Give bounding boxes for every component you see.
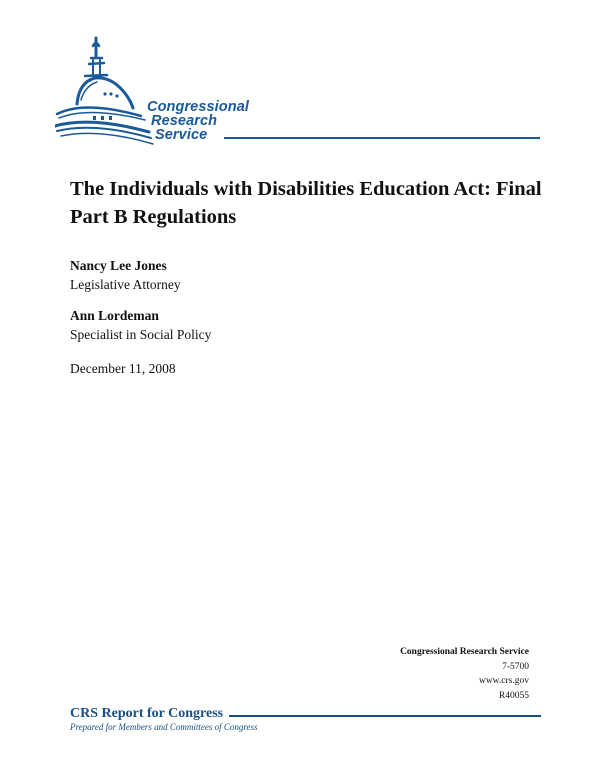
header-divider: [224, 137, 540, 139]
author-entry: [70, 256, 211, 294]
report-metadata: [400, 645, 529, 703]
footer-title: CRS Report for Congress: [70, 706, 224, 721]
author-name: Ann Lordeman: [70, 308, 159, 323]
author-name: Nancy Lee Jones: [70, 258, 167, 273]
author-list: [70, 256, 211, 356]
capitol-dome-icon: [55, 34, 155, 146]
author-role: Legislative Attorney: [70, 277, 181, 292]
report-date: December 11, 2008: [70, 361, 176, 376]
website-link[interactable]: www.crs.gov: [478, 676, 529, 686]
report-phone-code: 7-5700: [502, 661, 529, 672]
logo-line-3: Service: [155, 127, 208, 143]
logo-line-1: Congressional: [147, 99, 250, 115]
author-role: Specialist in Social Policy: [70, 327, 212, 342]
report-title: The Individuals with Disabilities Education Act: Final Part B Regulations: [70, 178, 542, 228]
author-entry: [70, 306, 211, 344]
organization-name: Congressional Research Service: [400, 647, 529, 657]
crs-logo: [55, 34, 270, 146]
footer-subtitle: Prepared for Members and Committees of Congress: [70, 722, 258, 732]
report-number: R40055: [498, 690, 529, 701]
footer-divider: [229, 715, 541, 717]
logo-line-2: Research: [151, 113, 218, 129]
